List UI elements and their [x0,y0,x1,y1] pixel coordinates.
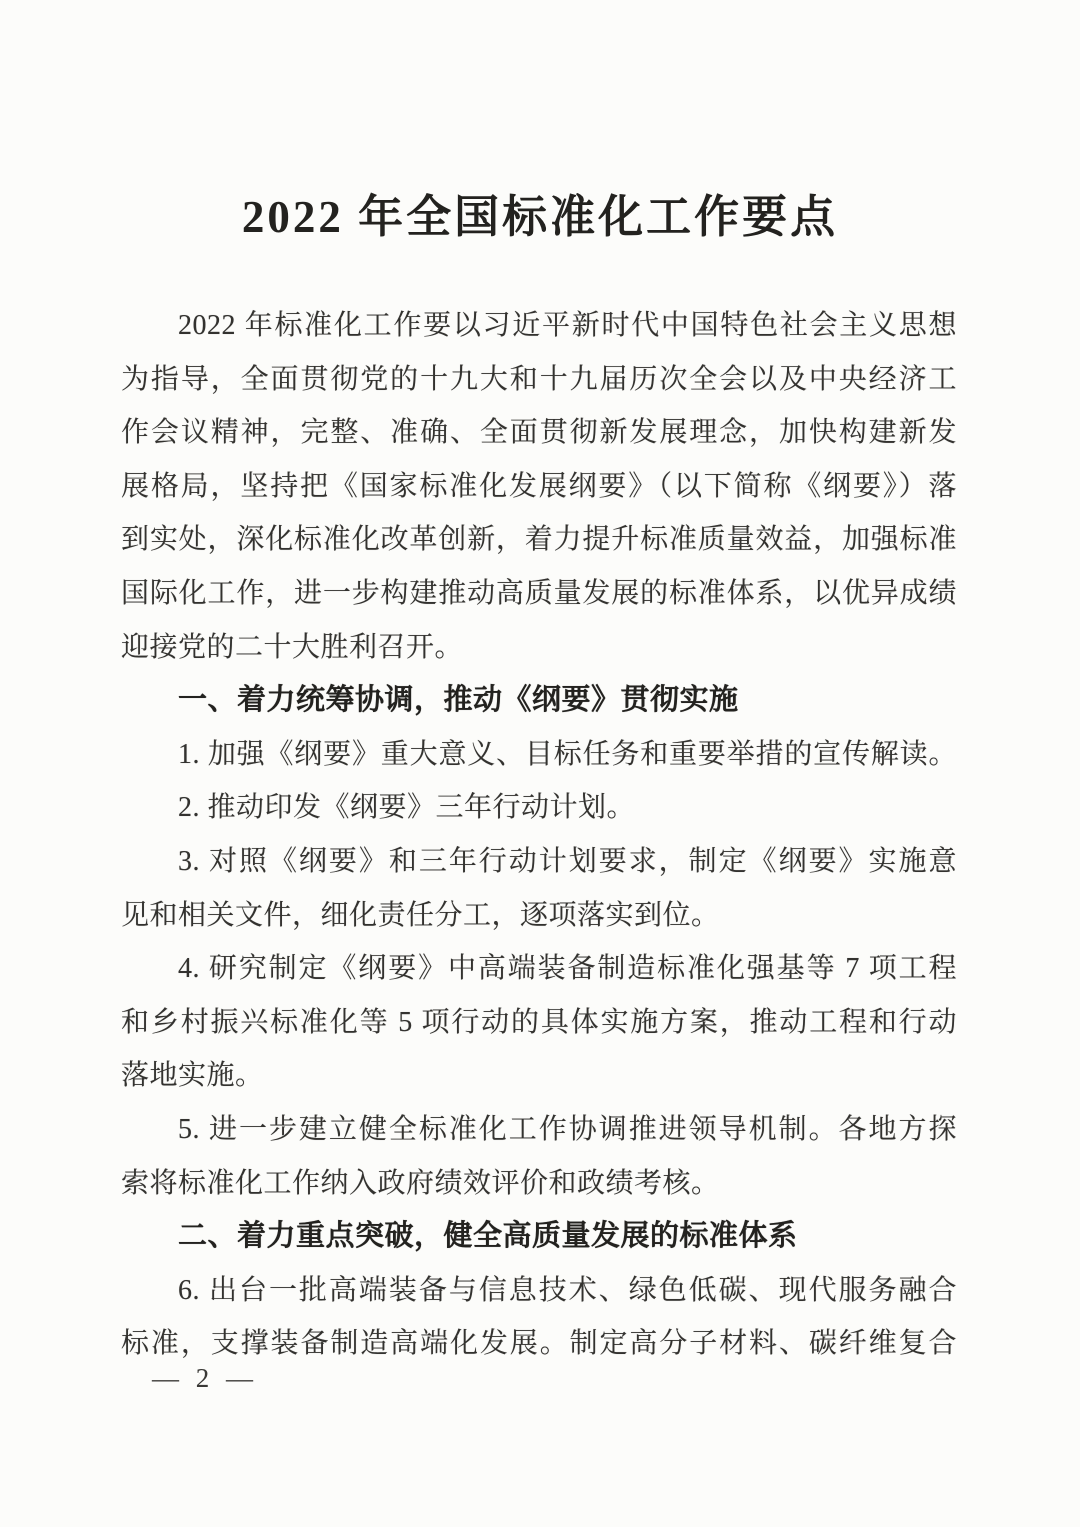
section-1-line: 落地实施。 [121,1060,264,1092]
intro-line: 国际化工作，进一步构建推动高质量发展的标准体系，以优异成绩 [121,577,957,609]
intro-line: 2022 年标准化工作要以习近平新时代中国特色社会主义思想 [178,310,957,341]
intro-line: 展格局，坚持把《国家标准化发展纲要》（以下简称《纲要》）落 [121,470,957,502]
document-title: 2022 年全国标准化工作要点 [241,192,839,242]
intro-line: 作会议精神，完整、准确、全面贯彻新发展理念，加快构建新发 [121,417,957,449]
section-1-line: 4. 研究制定《纲要》中高端装备制造标准化强基等 7 项工程 [178,953,957,985]
section-1-heading: 一、着力统筹协调，推动《纲要》贯彻实施 [178,684,739,717]
section-2-heading: 二、着力重点突破，健全高质量发展的标准体系 [178,1220,798,1253]
intro-line: 到实处，深化标准化改革创新，着力提升标准质量效益，加强标准 [121,524,957,556]
intro-line: 为指导，全面贯彻党的十九大和十九届历次全会以及中央经济工 [121,363,957,395]
section-1-line: 和乡村振兴标准化等 5 项行动的具体实施方案，推动工程和行动 [121,1006,957,1038]
intro-line: 迎接党的二十大胜利召开。 [121,631,464,663]
section-1-line: 索将标准化工作纳入政府绩效评价和政绩考核。 [121,1167,720,1199]
section-1-line: 1. 加强《纲要》重大意义、目标任务和重要举措的宣传解读。 [178,738,957,770]
page-number: — 2 — [152,1363,258,1393]
section-1-line: 2. 推动印发《纲要》三年行动计划。 [178,792,636,824]
document-body [121,299,957,1371]
section-2-line: 标准，支撑装备制造高端化发展。制定高分子材料、碳纤维复合 [121,1328,957,1360]
section-1-line: 3. 对照《纲要》和三年行动计划要求，制定《纲要》实施意 [178,845,957,877]
section-2-line: 6. 出台一批高端装备与信息技术、绿色低碳、现代服务融合 [178,1274,957,1306]
section-1-line: 5. 进一步建立健全标准化工作协调推进领导机制。各地方探 [178,1113,957,1145]
section-1-line: 见和相关文件，细化责任分工，逐项落实到位。 [121,899,720,931]
